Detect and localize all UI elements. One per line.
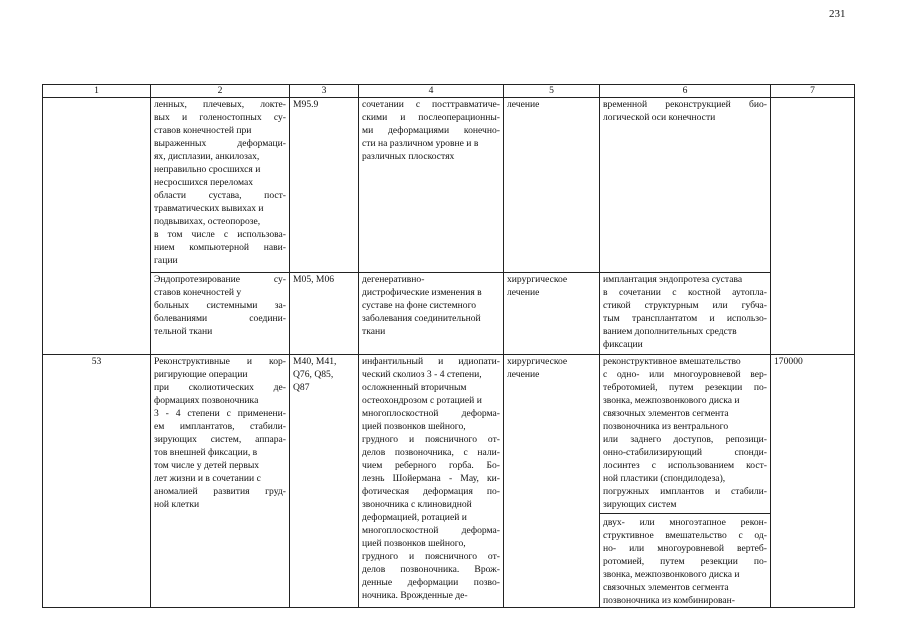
text-line: заболевания соединительной (362, 313, 481, 324)
text-line: фотическая деформация по- (362, 486, 500, 497)
text-line: с одно- или многоуровневой вер- (603, 369, 767, 380)
header-cell: 6 (600, 85, 771, 98)
text-line: ставов конечностей у (154, 287, 242, 298)
diagnosis-cell (359, 273, 504, 355)
diagnosis-cell (359, 355, 504, 608)
text-line: реконструктивное вмешательство (603, 356, 741, 367)
intervention-name-cell (151, 98, 290, 273)
intervention-name-cell (151, 273, 290, 355)
header-cell: 7 (771, 85, 855, 98)
text-line: ставов конечностей при (154, 125, 252, 136)
text-line: 3 - 4 степени с применени- (154, 408, 286, 419)
row-number-cell (43, 98, 151, 355)
text-line: онно-стабилизирующий спонди- (603, 447, 767, 458)
text-line: скими и послеоперационны- (362, 112, 500, 123)
text-line: двух- или многоэтапное рекон- (603, 517, 767, 528)
text-line: позвоночника из комбинирован- (603, 595, 735, 606)
text-line: фиксации (603, 339, 643, 350)
text-line: области сустава, пост- (154, 190, 286, 201)
text-line: M40, M41, (293, 356, 337, 367)
text-line: травматических вывихах и (154, 203, 264, 214)
text-line: звонка, межпозвонкового диска и (603, 395, 740, 406)
text-line: цией позвонков шейного, (362, 538, 466, 549)
text-line: многоплоскостной деформа- (362, 525, 500, 536)
method-cell (600, 273, 771, 355)
text-line: стикой структурным или губча- (603, 300, 767, 311)
text-line: или заднего доступов, репозици- (603, 434, 767, 445)
text-line: ной пластики (спондилодеза), (603, 473, 726, 484)
text-line: хирургическое (507, 356, 568, 367)
text-line: грудного и поясничного от- (362, 551, 500, 562)
text-line: ческий сколиоз 3 - 4 степени, (362, 369, 482, 380)
icd-codes-cell: M05, M06 (290, 273, 359, 355)
table-row (43, 273, 855, 355)
text-line: связочных элементов сегмента (603, 582, 729, 593)
header-cell: 4 (359, 85, 504, 98)
text-line: тебротомией, путем резекции по- (603, 382, 767, 393)
text-line: ях, дисплазии, анкилозах, (154, 151, 260, 162)
text-line: тов внешней фиксации, в (154, 447, 258, 458)
text-line: ем имплантатов, стабили- (154, 421, 286, 432)
text-line: лечение (507, 99, 540, 110)
header-cell: 2 (151, 85, 290, 98)
text-line: том числе у детей первых (154, 460, 260, 471)
text-line: при сколиотических де- (154, 382, 286, 393)
text-line: позвоночника из вентрального (603, 421, 729, 432)
text-line: ми деформациями конечно- (362, 125, 500, 136)
text-line: тым трансплантатом и использо- (603, 313, 767, 324)
text-line: гации (154, 255, 178, 266)
text-line: ригирующие операции (154, 369, 248, 380)
text-line: тельной ткани (154, 326, 213, 337)
diagnosis-cell (359, 98, 504, 273)
text-line: подвывихах, остеопорозе, (154, 216, 261, 227)
text-line: делов позвоночника. Врож- (362, 564, 500, 575)
text-line: логической оси конечности (603, 112, 716, 123)
text-line: хирургическое (507, 274, 568, 285)
text-line: погружных имплантов и стабили- (603, 486, 767, 497)
text-line: денные деформации позво- (362, 577, 500, 588)
table-row (43, 355, 855, 608)
cost-cell: 170000 (771, 355, 855, 608)
text-line: зирующих систем (603, 499, 677, 510)
text-line: в сочетании с костной аутопла- (603, 287, 767, 298)
icd-codes-cell: M95.9 (290, 98, 359, 273)
text-line: ткани (362, 326, 386, 337)
cost-cell (771, 98, 855, 355)
text-line: нием компьютерной нави- (154, 242, 286, 253)
text-line: сочетании с посттравматиче- (362, 99, 500, 110)
text-line: Эндопротезирование су- (154, 274, 286, 285)
text-line: деформацией, ротацией и (362, 512, 467, 523)
text-line: зирующих систем, аппара- (154, 434, 286, 445)
method-option-2 (603, 514, 767, 607)
text-line: звоночника с клиновидной (362, 499, 472, 510)
table-row (43, 98, 855, 273)
text-line: лечение (507, 369, 540, 380)
text-line: инфантильный и идиопати- (362, 356, 500, 367)
header-row (43, 85, 855, 98)
text-line: дегенеративно- (362, 274, 425, 285)
text-line: связочных элементов сегмента (603, 408, 729, 419)
method-cell (600, 98, 771, 273)
text-line: ной клетки (154, 499, 200, 510)
treatment-type-cell (504, 355, 600, 608)
text-line: делов позвоночника, с нали- (362, 447, 500, 458)
medical-services-table (42, 84, 855, 608)
text-line: чием реберного горба. Бо- (362, 460, 500, 471)
text-line: структивное вмешательство с од- (603, 530, 767, 541)
text-line: аномалией развития груд- (154, 486, 286, 497)
treatment-type-cell (504, 273, 600, 355)
text-line: вых и голеностопных су- (154, 112, 286, 123)
text-line: лезнь Шойермана - Мау, ки- (362, 473, 500, 484)
text-line: ночника. Врожденные де- (362, 590, 468, 601)
text-line: многоплоскостной деформа- (362, 408, 500, 419)
text-line: ленных, плечевых, локте- (154, 99, 286, 110)
text-line: лечение (507, 287, 540, 298)
header-cell: 1 (43, 85, 151, 98)
method-option-1 (600, 355, 770, 514)
text-line: Q76, Q85, (293, 369, 334, 380)
text-line: Реконструктивные и кор- (154, 356, 286, 367)
text-line: цией позвонков шейного, (362, 421, 466, 432)
text-line: различных плоскостях (362, 151, 455, 162)
header-cell: 5 (504, 85, 600, 98)
text-line: ванием дополнительных средств (603, 326, 737, 337)
text-line: в том числе с использова- (154, 229, 286, 240)
text-line: болеваниями соедини- (154, 313, 286, 324)
text-line: больных системными за- (154, 300, 286, 311)
text-line: неправильно сросшихся и (154, 164, 261, 175)
intervention-name-cell (151, 355, 290, 608)
text-line: осложненный вторичным (362, 382, 467, 393)
text-line: дистрофические изменения в (362, 287, 482, 298)
text-line: временной реконструкцией био- (603, 99, 767, 110)
text-line: несросшихся переломах (154, 177, 254, 188)
text-line: сти на различном уровне и в (362, 138, 479, 149)
text-line: лосинтез с использованием кост- (603, 460, 767, 471)
text-line: грудного и поясничного от- (362, 434, 500, 445)
text-line: ротомией, путем резекции по- (603, 556, 767, 567)
text-line: Q87 (293, 382, 310, 393)
treatment-type-cell (504, 98, 600, 273)
row-number-cell: 53 (43, 355, 151, 608)
text-line: суставе на фоне системного (362, 300, 477, 311)
text-line: остеохондрозом с ротацией и (362, 395, 482, 406)
text-line: звонка, межпозвонкового диска и (603, 569, 740, 580)
text-line: формациях позвоночника (154, 395, 259, 406)
icd-codes-cell (290, 355, 359, 608)
text-line: имплантация эндопротеза сустава (603, 274, 743, 285)
text-line: но- или многоуровневой вертеб- (603, 543, 767, 554)
page-number: 231 (829, 8, 846, 20)
header-cell: 3 (290, 85, 359, 98)
text-line: лет жизни и в сочетании с (154, 473, 261, 484)
method-cell (600, 355, 771, 608)
text-line: выраженных деформаци- (154, 138, 286, 149)
